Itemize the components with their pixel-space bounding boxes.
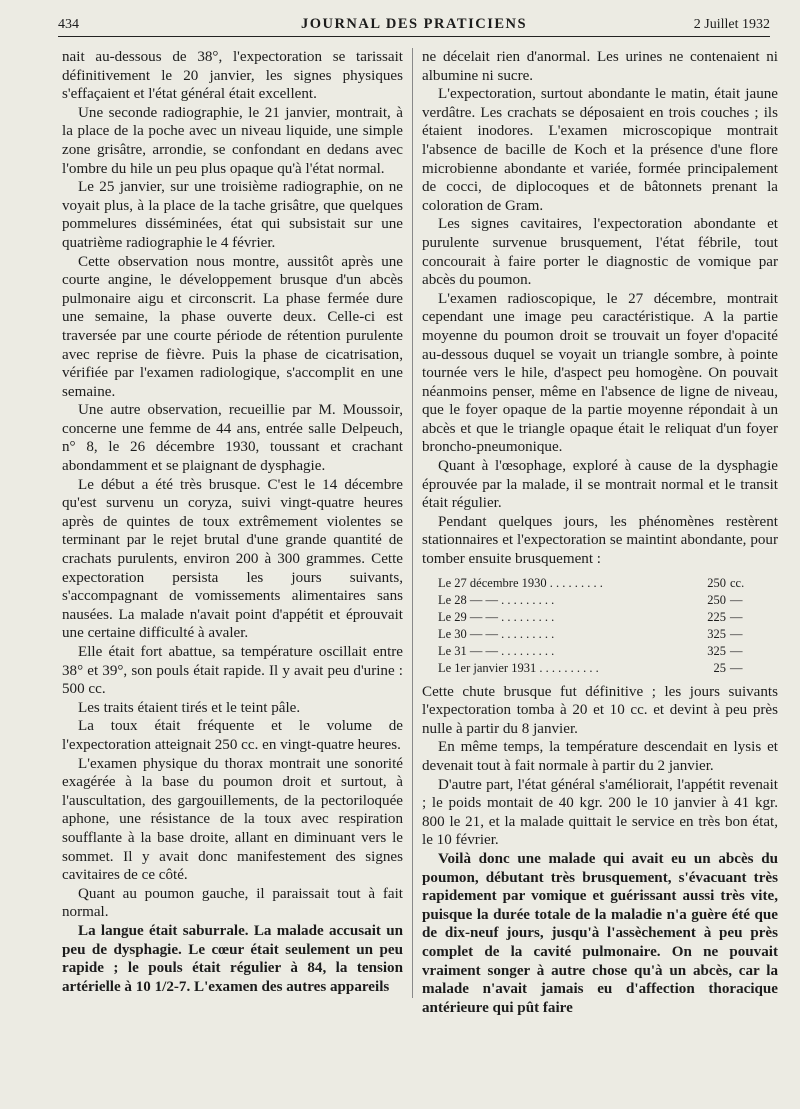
paragraph: L'examen physique du thorax montrait une sonorité exagérée à la base du poumon droit et surtout, à l'auscultation, des gargouillements, de la pectoriloquée aphone, une résistance de la toux avec respiration soufflante à la base droite, allant en diminuant vers le sommet. Il y avait donc manifestement des signes cavitaires de ce côté. — [62, 755, 403, 884]
table-cell-value: 250 — [707, 575, 726, 590]
table-cell-date: Le 29 — — . . . . . . . . . — [438, 609, 555, 624]
column-divider — [412, 48, 413, 998]
paragraph: Quant à l'œsophage, exploré à cause de la dysphagie éprouvée par la malade, il se montrait normal et le transit était régulier. — [422, 458, 778, 512]
paragraph: ne décelait rien d'anormal. Les urines ne contenaient ni albumine ni sucre. — [422, 49, 778, 84]
paragraph: L'examen radioscopique, le 27 décembre, montrait cependant une image peu caractéristique. A la partie moyenne du poumon droit se trouvait un foyer d'opacité au-dessous duquel se voyait un triangle sombre, à pointe tournée vers le hile, d'aspect peu homogène. On pouvait néanmoins penser, même en l'absence de ligne de niveau, que le foyer opaque de la partie moyenne répondait à un abcès et que le triangle opaque était le reliquat d'un foyer broncho-pneumonique. — [422, 290, 778, 456]
table-cell-value: 250 — [707, 592, 726, 607]
paragraph: D'autre part, l'état général s'améliorait, l'appétit revenait ; le poids montait de 40 kgr. 200 le 10 janvier à 41 kgr. 800 le 21, et la malade quittait le service en très bon état, le 10 février. — [422, 776, 778, 849]
paragraph: Le début a été très brusque. C'est le 14 décembre qu'est survenu un coryza, suivi vingt-quatre heures après de quintes de toux extrêmement violentes se terminant par le rejet brutal d'une grande quantité de crachats purulents, environ 200 à 300 grammes. Cette expectoration persista les jours suivants, s'accompagnant de vomissements alimentaires sans nausées. La malade n'avait point d'appétit et éprouvait une certaine difficulté à avaler. — [62, 476, 403, 642]
paragraph: Cette observation nous montre, aussitôt après une courte angine, le développement brusque d'un abcès pulmonaire aigu et circonscrit. La phase fermée dure une semaine, la phase ouverte deux. Celle-ci est traversée par une courte période de rétention purulente avec reprise de fièvre. Puis la phase de cicatrisation, vérifiée par l'examen radiologique, s'accomplit en une semaine. — [62, 253, 403, 400]
table-cell-value: 225 — [707, 609, 726, 624]
paragraph: Elle était fort abattue, sa température oscillait entre 38° et 39°, son pouls était rapide. Il y avait peu d'urine : 500 cc. — [62, 644, 403, 698]
paragraph: Cette chute brusque fut définitive ; les jours suivants l'expectoration tomba à 20 et 10 cc. et devint à peu près nulle à partir du 8 janvier. — [422, 683, 778, 737]
table-cell-unit: — — [730, 626, 743, 641]
table-cell-unit: cc. — [730, 575, 745, 590]
table-cell-date: Le 27 décembre 1930 . . . . . . . . . — [438, 575, 603, 590]
paragraph: Le 25 janvier, sur une troisième radiographie, on ne voyait plus, à la place de la tache grisâtre, que quelques pommelures disséminées, état qui subsistait sur une quatrième radiographie le 4 février. — [62, 179, 403, 251]
paragraph: Quant au poumon gauche, il paraissait tout à fait normal. — [62, 885, 403, 921]
expectoration-volume-table — [438, 575, 756, 677]
page-header — [58, 14, 770, 37]
table-cell-unit: — — [730, 660, 743, 675]
issue-date: 2 Juillet 1932 — [693, 17, 770, 32]
paragraph: La langue était saburrale. La malade accusait un peu de dysphagie. Le cœur était seulement un peu rapide ; le pouls était régulier à 84, la tension artérielle à 10 1/2-7. L'examen des autres appareils — [62, 922, 403, 995]
left-column — [62, 48, 403, 996]
table-row — [438, 660, 756, 677]
table-cell-unit: — — [730, 643, 743, 658]
paragraph: L'expectoration, surtout abondante le matin, était jaune verdâtre. Les crachats se déposaient en trois couches ; ils étaient inodores. L'examen microscopique montrait l'absence de bacille de Koch et la présence d'une flore microbienne abondante et variée, formée principalement de cocci, de diplocoques et de bâtonnets prenant la coloration de Gram. — [422, 86, 778, 214]
table-row — [438, 609, 756, 626]
table-cell-value: 325 — [707, 643, 726, 658]
table-cell-value: 25 — [713, 660, 726, 675]
table-cell-date: Le 30 — — . . . . . . . . . — [438, 626, 555, 641]
table-cell-unit: — — [730, 609, 743, 624]
paragraph: nait au-dessous de 38°, l'expectoration se tarissait définitivement le 20 janvier, les signes physiques s'effaçaient et l'état général était excellent. — [62, 49, 403, 103]
paragraph: Une autre observation, recueillie par M. Moussoir, concerne une femme de 44 ans, entrée salle Delpeuch, n° 8, le 26 décembre 1930, toussant et crachant abondamment et se plaignant de dysphagie. — [62, 402, 403, 475]
paragraph: Pendant quelques jours, les phénomènes restèrent stationnaires et l'expectoration se maintint abondante, pour tomber ensuite brusquement : — [422, 513, 778, 568]
paragraph: Voilà donc une malade qui avait eu un abcès du poumon, débutant très brusquement, s'évacuant très rapidement par vomique et guérissant aussi très vite, puisque la durée totale de la maladie n'a guère été que de dix-neuf jours, jusqu'à l'assèchement à peu près complet de la cavité pulmonaire. On ne pouvait vraiment songer à autre chose qu'à un abcès, car la malade n'avait jamais eu d'affection thoracique antérieure qui pût faire — [422, 850, 778, 1016]
table-cell-date: Le 1er janvier 1931 . . . . . . . . . . — [438, 660, 599, 675]
table-cell-date: Le 28 — — . . . . . . . . . — [438, 592, 555, 607]
page-number: 434 — [58, 17, 79, 32]
paragraph: La toux était fréquente et le volume de l'expectoration atteignait 250 cc. en vingt-quatre heures. — [62, 718, 403, 753]
table-row — [438, 643, 756, 660]
table-cell-value: 325 — [707, 626, 726, 641]
table-row — [438, 592, 756, 609]
right-column — [422, 48, 778, 1017]
paragraph: Les signes cavitaires, l'expectoration abondante et purulente survenue brusquement, l'état fébrile, tout concourait à faire porter le diagnostic de vomique par abcès du poumon. — [422, 216, 778, 289]
table-cell-unit: — — [730, 592, 743, 607]
table-cell-date: Le 31 — — . . . . . . . . . — [438, 643, 555, 658]
journal-title: JOURNAL DES PRATICIENS — [300, 16, 528, 32]
paragraph: En même temps, la température descendait en lysis et devenait tout à fait normale à partir du 2 janvier. — [422, 739, 778, 774]
paragraph: Une seconde radiographie, le 21 janvier, montrait, à la place de la poche avec un niveau liquide, une simple zone grisâtre, arrondie, se confondant en dedans avec l'ombre du hile un peu plus opaque qu'à l'état normal. — [62, 104, 403, 177]
table-row — [438, 575, 756, 592]
table-row — [438, 626, 756, 643]
paragraph: Les traits étaient tirés et le teint pâle. — [78, 699, 301, 716]
